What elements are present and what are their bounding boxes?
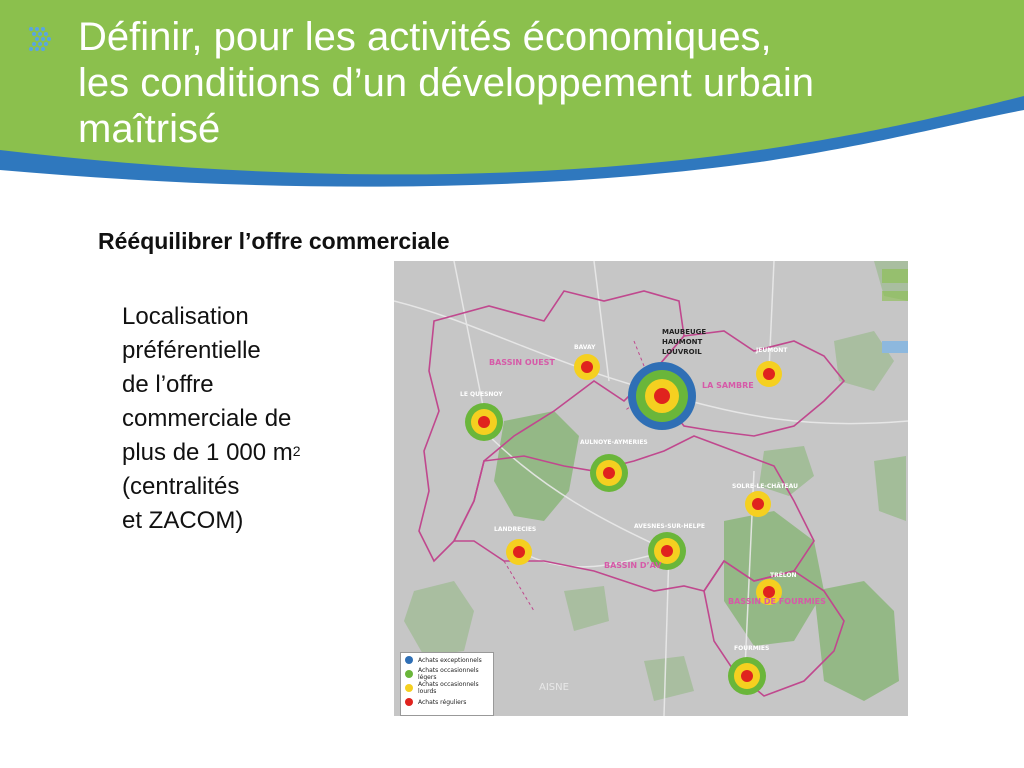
legend-label: Achats exceptionnels [418,656,482,664]
title-line: Définir, pour les activités économiques, [78,15,772,59]
legend-dot-occasionnels-legers [405,670,413,678]
town-label: LOUVROIL [662,348,702,356]
region-label: BASSIN D’AV [604,561,662,570]
body-line: de l’offre [122,371,214,398]
body-line: préférentielle [122,337,261,364]
body-line: et ZACOM) [122,507,244,534]
marker-aulnoye [590,454,628,492]
slide-title [78,14,978,152]
body-text [122,300,382,538]
map-legend [400,652,494,716]
section-subtitle: Rééquilibrer l’offre commerciale [98,228,450,254]
region-label: LA SAMBRE [702,381,754,390]
town-label: BAVAY [574,344,596,351]
town-label: MAUBEUGE [662,328,707,336]
legend-dot-exceptionnels [405,656,413,664]
region-label: BASSIN DE FOURMIES [728,597,826,606]
map-canvas [394,261,908,716]
body-line: plus de 1 000 m [122,439,293,466]
bullet-dots-icon [28,26,56,56]
body-line-area [122,436,382,470]
marker-le-quesnoy [465,403,503,441]
superscript-two: 2 [292,443,301,459]
town-label: LANDRECIES [494,526,537,533]
body-line: Localisation [122,303,249,330]
town-label: TRÉLON [770,572,797,579]
title-line: les conditions d’un développement urbain [78,61,815,105]
town-label: AULNOYE-AYMERIES [580,439,648,446]
town-label: AVESNES-SUR-HELPE [634,523,705,530]
marker-maubeuge [628,362,696,430]
body-line: commerciale de [122,405,292,432]
marker-solre [745,491,771,517]
legend-row [401,653,493,667]
marker-bavay [574,354,600,380]
town-label: JEUMONT [756,347,788,354]
town-label: HAUMONT [662,338,703,346]
marker-landrecies [506,539,532,565]
town-label: SOLRE-LE-CHÂTEAU [732,483,798,490]
marker-jeumont [756,361,782,387]
legend-dot-reguliers [405,698,413,706]
legend-row [401,695,493,709]
region-label: BASSIN OUEST [489,358,555,367]
legend-dot-occasionnels-lourds [405,684,413,692]
title-line: maîtrisé [78,107,221,151]
commercial-map [394,261,908,716]
legend-row [401,667,493,681]
legend-label: Achats occasionnels légers [418,667,479,681]
marker-fourmies [728,657,766,695]
town-label: FOURMIES [734,645,770,652]
legend-label: Achats occasionnels lourds [418,681,479,695]
town-label: LE QUESNOY [460,391,503,398]
region-label: AISNE [539,682,569,693]
body-line: (centralités [122,473,240,500]
legend-label: Achats réguliers [418,698,467,706]
legend-row [401,681,493,695]
